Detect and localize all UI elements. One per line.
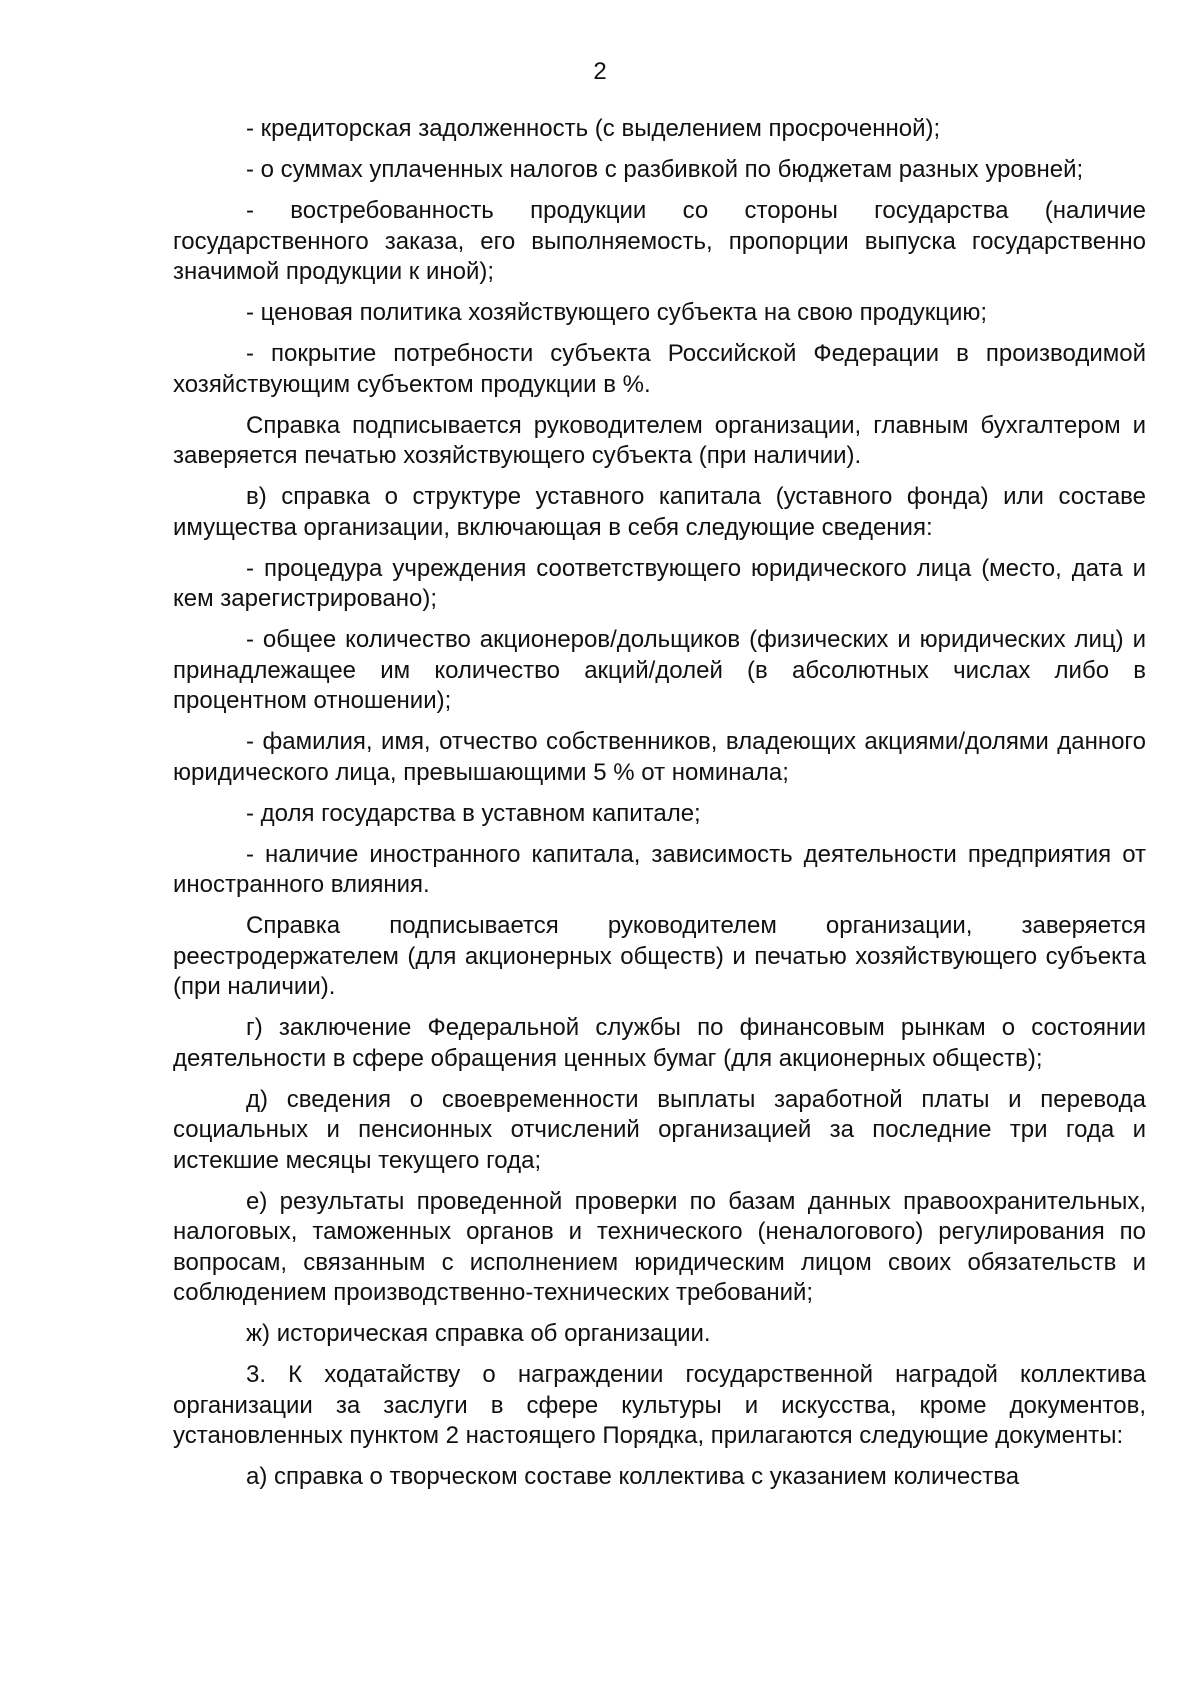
paragraph: - фамилия, имя, отчество собственников, владеющих акциями/долями данного юридического лица, превышающими 5 % от номинала; — [173, 728, 1146, 786]
paragraph: а) справка о творческом составе коллектива с указанием количества — [246, 1463, 1020, 1490]
paragraph: - покрытие потребности субъекта Российской Федерации в производимой хозяйствующим субъектом продукции в %. — [173, 340, 1146, 398]
paragraph: - общее количество акционеров/дольщиков (физических и юридических лиц) и принадлежащее им количество акций/долей (в абсолютных числах либо в процентном отношении); — [173, 626, 1146, 714]
paragraph: в) справка о структуре уставного капитала (уставного фонда) или составе имущества организации, включающая в себя следующие сведения: — [173, 483, 1146, 541]
paragraph: - востребованность продукции со стороны государства (наличие государственного заказа, его выполняемость, пропорции выпуска государственно значимой продукции к иной); — [173, 197, 1146, 285]
paragraph: - ценовая политика хозяйствующего субъекта на свою продукцию; — [246, 299, 988, 326]
paragraph: - доля государства в уставном капитале; — [246, 799, 701, 827]
paragraph: Справка подписывается руководителем организации, заверяется реестродержателем (для акционерных обществ) и печатью хозяйствующего субъекта (при наличии). — [173, 912, 1146, 1000]
document-body — [173, 114, 1146, 1503]
paragraph: - процедура учреждения соответствующего юридического лица (место, дата и кем зарегистрировано); — [173, 554, 1146, 612]
paragraph: - кредиторская задолженность (с выделением просроченной); — [246, 115, 941, 142]
paragraph: 3. К ходатайству о награждении государственной наградой коллектива организации за заслуги в сфере культуры и искусства, кроме документов, установленных пунктом 2 настоящего Порядка, прилагаются следующие документы: — [173, 1361, 1146, 1449]
paragraph: Справка подписывается руководителем организации, главным бухгалтером и заверяется печатью хозяйствующего субъекта (при наличии). — [173, 411, 1146, 469]
paragraph: - наличие иностранного капитала, зависимость деятельности предприятия от иностранного влияния. — [173, 840, 1146, 898]
paragraph: е) результаты проведенной проверки по базам данных правоохранительных, налоговых, таможенных органов и технического (неналогового) регулирования по вопросам, связанным с исполнением юридическим лицом своих обязательств и соблюдением производственно-технических требований; — [173, 1187, 1146, 1306]
paragraph: д) сведения о своевременности выплаты заработной платы и перевода социальных и пенсионных отчислений организацией за последние три года и истекшие месяцы текущего года; — [173, 1085, 1146, 1174]
paragraph: ж) историческая справка об организации. — [246, 1320, 711, 1347]
paragraph: - о суммах уплаченных налогов с разбивкой по бюджетам разных уровней; — [246, 156, 1084, 183]
page-number: 2 — [593, 58, 607, 85]
paragraph: г) заключение Федеральной службы по финансовым рынкам о состоянии деятельности в сфере обращения ценных бумаг (для акционерных обществ); — [173, 1014, 1146, 1072]
